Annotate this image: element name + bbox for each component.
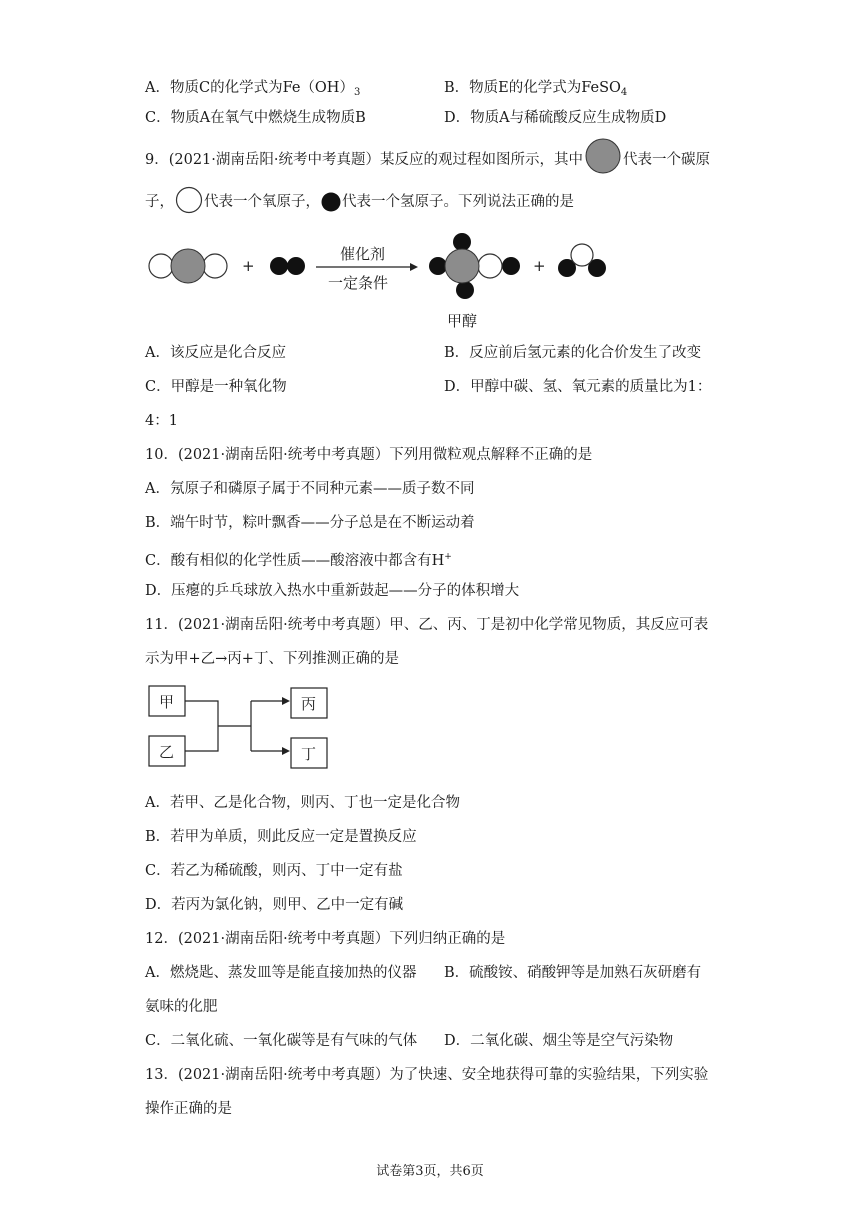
arrow-bottom-label: 一定条件 bbox=[328, 274, 389, 292]
q10-stem: 10．(2021·湖南岳阳·统考中考真题）下列用微粒观点解释不正确的是 bbox=[145, 447, 593, 463]
box-jia-label: 甲 bbox=[159, 693, 175, 711]
q8-option-a: A．物质C的化学式为$Fe(OH)_3$ bbox=[145, 80, 361, 98]
q9-stem-line1: 9．(2021·湖南岳阳·统考中考真题）某反应的观过程如图所示，其中 代表一个碳原 bbox=[145, 146, 710, 174]
q8-option-c: C．物质A在氧气中燃烧生成物质B bbox=[145, 110, 366, 126]
q8-option-d: D．物质A与稀硫酸反应生成物质D bbox=[444, 110, 667, 126]
hydrogen-molecule bbox=[270, 257, 305, 275]
plus-sign-1: + bbox=[242, 257, 255, 275]
q10-option-d: D．压瘪的乒乓球放入热水中重新鼓起——分子的体积增大 bbox=[145, 583, 520, 599]
q12-stem: 12．(2021·湖南岳阳·统考中考真题）下列归纳正确的是 bbox=[145, 931, 506, 947]
q9-option-d: D．甲醇中碳、氢、氧元素的质量比为1： bbox=[444, 379, 712, 395]
oxygen-atom-icon bbox=[174, 190, 204, 214]
q9-option-b: B．反应前后氢元素的化合价发生了改变 bbox=[444, 345, 702, 361]
q9-option-d-continued: 4：1 bbox=[145, 413, 178, 429]
q11-option-b: B．若甲为单质，则此反应一定是置换反应 bbox=[145, 829, 417, 845]
carbon-dioxide-molecule bbox=[149, 249, 227, 283]
reaction-flow-diagram bbox=[146, 684, 336, 770]
q12-option-b-continued: 氨味的化肥 bbox=[145, 999, 218, 1015]
plus-sign-2: + bbox=[533, 257, 546, 275]
carbon-atom-icon bbox=[583, 146, 623, 174]
box-bing-label: 丙 bbox=[301, 695, 317, 713]
methanol-label: 甲醇 bbox=[447, 312, 478, 330]
q11-option-d: D．若丙为氯化钠，则甲、乙中一定有碱 bbox=[145, 897, 404, 913]
water-molecule bbox=[558, 244, 606, 277]
reaction-diagram bbox=[140, 232, 620, 332]
box-ding-label: 丁 bbox=[301, 745, 317, 763]
page-footer: 试卷第3页，共6页 bbox=[376, 1164, 484, 1179]
q11-option-a: A．若甲、乙是化合物，则丙、丁也一定是化合物 bbox=[145, 795, 460, 811]
arrow-top-label: 催化剂 bbox=[340, 245, 386, 263]
q13-stem-line1: 13．(2021·湖南岳阳·统考中考真题）为了快速、安全地获得可靠的实验结果，下列实验 bbox=[145, 1067, 709, 1083]
q9-stem-line2: 子， 代表一个氧原子， 代表一个氢原子。下列说法正确的是 bbox=[145, 190, 574, 214]
q12-option-d: D．二氧化碳、烟尘等是空气污染物 bbox=[444, 1033, 674, 1049]
q10-option-a: A．氖原子和磷原子属于不同种元素——质子数不同 bbox=[145, 481, 475, 497]
reaction-arrow bbox=[316, 245, 418, 292]
q10-option-b: B．端午时节，粽叶飘香——分子总是在不断运动着 bbox=[145, 515, 475, 531]
q9-option-a: A．该反应是化合反应 bbox=[145, 345, 286, 361]
hydrogen-atom-icon bbox=[320, 191, 342, 213]
methanol-molecule bbox=[429, 233, 520, 299]
q13-stem-line2: 操作正确的是 bbox=[145, 1101, 232, 1117]
q11-stem-line2: 示为甲+乙→丙+丁、下列推测正确的是 bbox=[145, 651, 399, 667]
q12-option-a: A．燃烧匙、蒸发皿等是能直接加热的仪器 bbox=[145, 965, 417, 981]
q8-option-b: B．物质E的化学式为FeSO$_4$ bbox=[444, 80, 628, 98]
q11-option-c: C．若乙为稀硫酸，则丙、丁中一定有盐 bbox=[145, 863, 403, 879]
q12-option-b: B．硫酸铵、硝酸钾等是加熟石灰研磨有 bbox=[444, 965, 702, 981]
q10-option-c: C．酸有相似的化学性质——酸溶液中都含有H+ bbox=[145, 552, 452, 569]
q9-option-c: C．甲醇是一种氧化物 bbox=[145, 379, 287, 395]
q12-option-c: C．二氧化硫、一氧化碳等是有气味的气体 bbox=[145, 1033, 418, 1049]
q11-stem-line1: 11．(2021·湖南岳阳·统考中考真题）甲、乙、丙、丁是初中化学常见物质，其反应可表 bbox=[145, 617, 709, 633]
box-yi-label: 乙 bbox=[159, 743, 175, 761]
